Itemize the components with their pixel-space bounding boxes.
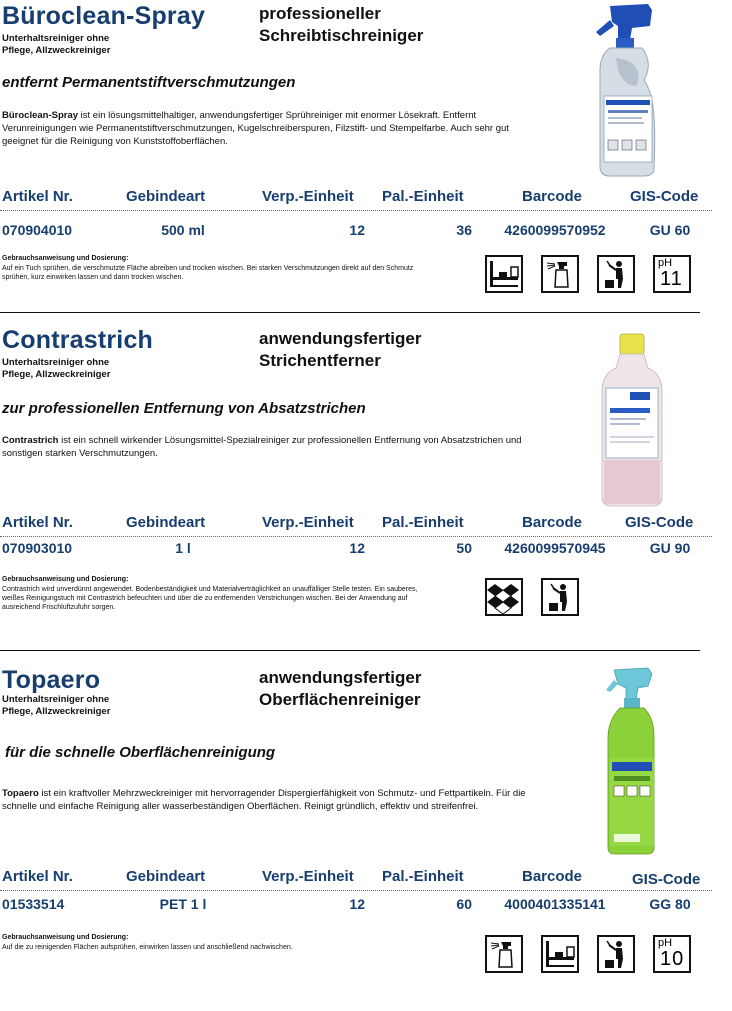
cell-pal-einheit: 50	[456, 540, 472, 556]
floor-tiles-icon	[485, 578, 523, 616]
descriptor-line-1: anwendungsfertiger	[259, 329, 422, 348]
product-tagline: für die schnelle Oberflächenreinigung	[5, 744, 276, 761]
subtitle-line-1: Unterhaltsreiniger ohne	[2, 33, 110, 44]
header-gebindeart: Gebindeart	[126, 188, 206, 205]
subtitle-line-2: Pflege, Allzweckreiniger	[2, 369, 111, 380]
desk-icon	[541, 935, 579, 973]
spray-bottle-image	[604, 666, 660, 856]
cell-gis-code: GU 60	[649, 222, 691, 238]
usage-icons	[485, 255, 691, 293]
ph-label: pH	[658, 937, 673, 949]
usage-title: Gebrauchsanweisung und Dosierung:	[2, 576, 129, 583]
description-product-name: Topaero	[2, 788, 39, 799]
usage-title: Gebrauchsanweisung und Dosierung:	[2, 255, 129, 262]
section-divider	[0, 312, 700, 313]
cell-gebindeart: PET 1 l	[159, 896, 207, 912]
subtitle-line-1: Unterhaltsreiniger ohne	[2, 694, 110, 705]
table-header	[0, 514, 712, 537]
header-gebindeart: Gebindeart	[126, 868, 206, 885]
header-gebindeart: Gebindeart	[126, 514, 206, 531]
table-header	[0, 188, 712, 211]
cell-verp-einheit: 12	[349, 540, 365, 556]
descriptor-line-2: Schreibtischreiniger	[259, 26, 424, 45]
product-description	[2, 109, 522, 148]
cell-gebindeart: 1 l	[175, 540, 191, 556]
product-descriptor	[259, 328, 519, 372]
header-verp-einheit: Verp.-Einheit	[262, 188, 354, 205]
descriptor-line-1: anwendungsfertiger	[259, 668, 422, 687]
table-row	[0, 896, 712, 918]
description-text: ist ein kraftvoller Mehrzweckreiniger mit hervorragender Dispergierfähigkeit von Schmutz- und Fettpartikeln. Für die schnelle und einfache Reinigung aller wasserbeständigen Oberflächen. Reinigt gründlich, effektiv und streifenfrei.	[2, 788, 526, 812]
header-barcode: Barcode	[522, 868, 583, 885]
header-pal-einheit: Pal.-Einheit	[382, 514, 464, 531]
product-description	[2, 787, 542, 813]
cell-artikel: 070903010	[2, 540, 73, 556]
subtitle-line-2: Pflege, Allzweckreiniger	[2, 45, 111, 56]
table-row	[0, 540, 712, 562]
description-text: ist ein schnell wirkender Lösungsmittel-Spezialreiniger zur professionellen Entfernung von Absatzstrichen und sonstigen starken Verschmutzungen.	[2, 435, 522, 459]
section-divider	[0, 650, 700, 651]
product-descriptor	[259, 667, 519, 711]
header-barcode: Barcode	[522, 514, 583, 531]
product-tagline: zur professionellen Entfernung von Absatzstrichen	[2, 400, 366, 417]
description-product-name: Büroclean-Spray	[2, 110, 79, 121]
usage-icons	[485, 935, 691, 973]
product-subtitle	[2, 694, 172, 718]
person-cleaning-icon	[597, 935, 635, 973]
cell-pal-einheit: 36	[456, 222, 472, 238]
cell-gis-code: GG 80	[649, 896, 691, 912]
spray-bottle-image	[588, 0, 670, 180]
product-contrastrich	[0, 314, 732, 650]
product-descriptor	[259, 3, 519, 47]
cell-verp-einheit: 12	[349, 222, 365, 238]
usage-text: Contrastrich wird unverdünnt angewendet. Bodenbeständigkeit und Materialverträglichkeit an unauffälliger Stelle testen. Ein sauberes, weißes Reinigungstuch mit Contrastrich befeuchten und über die zu entfernenden Verstrichungen wischen. Bei der Anwendung auf ausreichend Frischluftzufuhr sorgen.	[2, 586, 418, 611]
ph-10-icon	[653, 935, 691, 973]
ph-value: 10	[660, 948, 685, 970]
descriptor-line-2: Oberflächenreiniger	[259, 690, 421, 709]
usage-text: Auf ein Tuch sprühen, die verschmutzte Fläche abreiben und trocken wischen. Bei starken Verschmutzungen direkt auf den Schmutz sprühen, kurz einwirken lassen und dann trocken wischen.	[2, 265, 414, 281]
product-bueroclean-spray	[0, 0, 732, 312]
product-name: Topaero	[2, 666, 101, 694]
header-gis-code: GIS-Code	[632, 871, 701, 888]
spray-bottle-icon	[485, 935, 523, 973]
description-text: ist ein lösungsmittelhaltiger, anwendungsfertiger Sprühreiniger mit enormer Lösekraft. Entfernt Verunreinigungen wie Permanentstiftverschmutzungen, Kugelschreiberspuren, Filzstift- und Stempelfarbe. Auch sehr gut geeignet für die Reinigung von Kunststoffoberflächen.	[2, 110, 509, 147]
descriptor-line-1: professioneller	[259, 4, 381, 23]
product-subtitle	[2, 33, 172, 57]
header-artikel: Artikel Nr.	[2, 188, 73, 205]
usage-icons	[485, 578, 579, 616]
header-verp-einheit: Verp.-Einheit	[262, 514, 354, 531]
desk-icon	[485, 255, 523, 293]
description-product-name: Contrastrich	[2, 435, 59, 446]
descriptor-line-2: Strichentferner	[259, 351, 381, 370]
header-gis-code: GIS-Code	[625, 514, 694, 531]
header-barcode: Barcode	[522, 188, 583, 205]
header-pal-einheit: Pal.-Einheit	[382, 868, 464, 885]
subtitle-line-2: Pflege, Allzweckreiniger	[2, 706, 111, 717]
ph-value: 11	[660, 268, 683, 290]
bottle-image	[596, 332, 668, 508]
cell-barcode: 4260099570945	[504, 540, 606, 556]
cell-barcode: 4000401335141	[504, 896, 606, 912]
header-verp-einheit: Verp.-Einheit	[262, 868, 354, 885]
usage-text: Auf die zu reinigenden Flächen aufsprühen, einwirken lassen und anschließend nachwischen.	[2, 944, 293, 951]
product-tagline: entfernt Permanentstiftverschmutzungen	[2, 74, 296, 91]
cell-gebindeart: 500 ml	[161, 222, 205, 238]
header-pal-einheit: Pal.-Einheit	[382, 188, 464, 205]
product-subtitle	[2, 357, 172, 381]
cell-gis-code: GU 90	[649, 540, 691, 556]
ph-11-icon	[653, 255, 691, 293]
person-cleaning-icon	[541, 578, 579, 616]
subtitle-line-1: Unterhaltsreiniger ohne	[2, 357, 110, 368]
header-artikel: Artikel Nr.	[2, 514, 73, 531]
product-topaero	[0, 652, 732, 1011]
header-gis-code: GIS-Code	[630, 188, 699, 205]
usage-title: Gebrauchsanweisung und Dosierung:	[2, 934, 129, 941]
cell-verp-einheit: 12	[349, 896, 365, 912]
ph-label: pH	[658, 257, 673, 269]
product-description	[2, 434, 522, 460]
cell-artikel: 01533514	[2, 896, 65, 912]
spray-bottle-icon	[541, 255, 579, 293]
header-artikel: Artikel Nr.	[2, 868, 73, 885]
cell-pal-einheit: 60	[456, 896, 472, 912]
product-name: Contrastrich	[2, 326, 154, 354]
table-header	[0, 868, 712, 891]
product-name: Büroclean-Spray	[2, 2, 206, 30]
cell-barcode: 4260099570952	[504, 222, 606, 238]
table-row	[0, 222, 712, 244]
person-cleaning-icon	[597, 255, 635, 293]
cell-artikel: 070904010	[2, 222, 73, 238]
